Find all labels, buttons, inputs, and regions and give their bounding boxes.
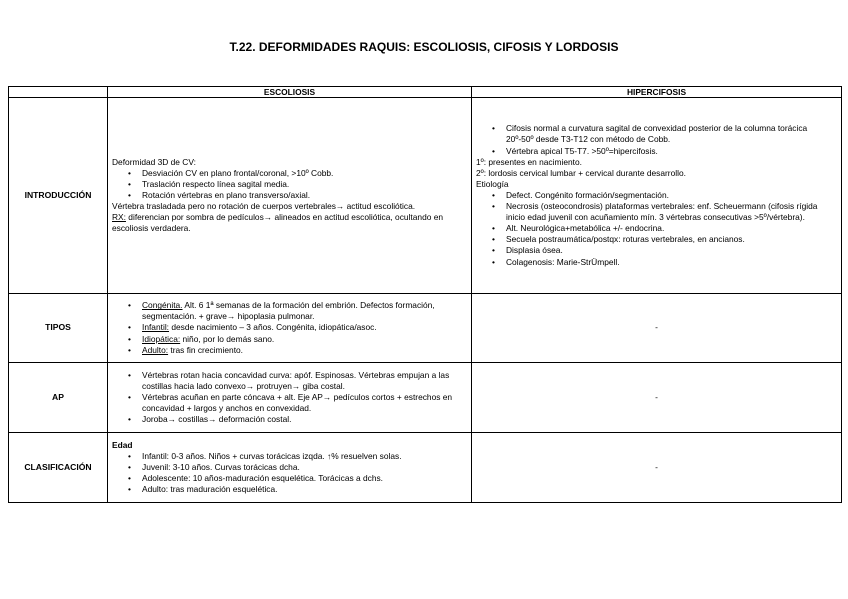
header-escoliosis: ESCOLIOSIS (108, 87, 472, 98)
etiologia-heading: Etiología (476, 178, 509, 189)
rx-label: RX: (112, 212, 126, 223)
clasificacion-bullets (112, 451, 467, 495)
list-item: • Adolescente: 10 años-maduración esquelética. Torácicas a dchs. (142, 473, 467, 484)
ap-bullets (112, 370, 467, 425)
list-item: • Secuela postraumática/postqx: roturas vertebrales, en ancianos. (506, 234, 837, 245)
intro-bullets (112, 168, 467, 201)
page-title: T.22. DEFORMIDADES RAQUIS: ESCOLIOSIS, CIFOSIS Y LORDOSIS (229, 40, 619, 54)
list-item: • Desviación CV en plano frontal/coronal, >10º Cobb. (142, 168, 467, 179)
intro-text: Deformidad 3D de CV: (112, 156, 196, 167)
row-introduccion (9, 98, 842, 294)
tipos-hipercifosis-cell: - (472, 294, 842, 363)
tipos-bullets (112, 300, 467, 355)
secondary-text: 2º: lordosis cervical lumbar + cervical durante desarrollo. (476, 167, 686, 178)
list-item: • Alt. Neurológica+metabólica +/- endocrina. (506, 223, 837, 234)
clasificacion-hipercifosis-cell: - (472, 433, 842, 503)
deformities-table (8, 86, 842, 503)
actitud-text: Vértebra trasladada pero no rotación de cuerpos vertebrales→ actitud escoliótica. (112, 201, 416, 212)
introduccion-hipercifosis-cell (472, 98, 842, 294)
etiologia-bullets (476, 190, 837, 268)
row-ap (9, 363, 842, 433)
clasificacion-escoliosis-cell (108, 433, 472, 503)
list-item: • Adulto: tras maduración esquelética. (142, 484, 467, 495)
row-clasificacion (9, 433, 842, 503)
list-item: • Juvenil: 3-10 años. Curvas torácicas dcha. (142, 462, 467, 473)
header-blank (9, 87, 108, 98)
list-item: • Idiopática: niño, por lo demás sano. (142, 334, 467, 345)
row-label-clasificacion: CLASIFICACIÓN (9, 433, 108, 503)
list-item: • Congénita. Alt. 6 1ª semanas de la formación del embrión. Defectos formación, segmentación. + grave→ hipoplasia pulmonar. (142, 300, 467, 322)
list-item: • Infantil: 0-3 años. Niños + curvas torácicas izqda. ↑% resuelven solas. (142, 451, 467, 462)
list-item: • Cifosis normal a curvatura sagital de convexidad posterior de la columna torácica 20º-50º desde T3-T12 con método de Cobb. (506, 123, 837, 145)
row-tipos (9, 294, 842, 363)
header-hipercifosis: HIPERCIFOSIS (472, 87, 842, 98)
list-item: • Displasia ósea. (506, 245, 837, 256)
list-item: • Infantil: desde nacimiento – 3 años. Congénita, idiopática/asoc. (142, 322, 467, 333)
table-header-row (9, 87, 842, 98)
list-item: • Joroba→ costillas→ deformación costal. (142, 414, 467, 425)
hipercifosis-top-bullets (476, 123, 837, 156)
list-item: • Defect. Congénito formación/segmentación. (506, 190, 837, 201)
rx-paragraph (112, 212, 467, 234)
list-item: • Rotación vértebras en plano transverso/axial. (142, 190, 467, 201)
rx-text: diferencian por sombra de pedículos→ alineados en actitud escoliótica, ocultando en escoliosis verdadera. (112, 212, 444, 234)
edad-heading: Edad (112, 439, 133, 450)
list-item: • Vértebras acuñan en parte cóncava + alt. Eje AP→ pedículos cortos + estrechos en concavidad + largos y anchos en convexidad. (142, 392, 467, 414)
list-item: • Colagenosis: Marie-StrÜmpell. (506, 257, 837, 268)
primary-text: 1º: presentes en nacimiento. (476, 156, 582, 167)
list-item: • Adulto: tras fin crecimiento. (142, 345, 467, 356)
list-item: • Traslación respecto línea sagital media. (142, 179, 467, 190)
ap-escoliosis-cell (108, 363, 472, 433)
list-item: • Vértebras rotan hacia concavidad curva: apóf. Espinosas. Vértebras empujan a las costillas hacia lado convexo→ protruyen→ giba costal. (142, 370, 467, 392)
introduccion-escoliosis-cell (108, 98, 472, 294)
list-item: • Vértebra apical T5-T7. >50º=hipercifosis. (506, 146, 837, 157)
row-label-ap: AP (9, 363, 108, 433)
ap-hipercifosis-cell: - (472, 363, 842, 433)
row-label-tipos: TIPOS (9, 294, 108, 363)
list-item: • Necrosis (osteocondrosis) plataformas vertebrales: enf. Scheuermann (cifosis rígida inicio edad juvenil con acuñamiento mín. 3 vértebras consecutivas >5º/vértebra). (506, 201, 837, 223)
row-label-introduccion: INTRODUCCIÓN (9, 98, 108, 294)
tipos-escoliosis-cell (108, 294, 472, 363)
